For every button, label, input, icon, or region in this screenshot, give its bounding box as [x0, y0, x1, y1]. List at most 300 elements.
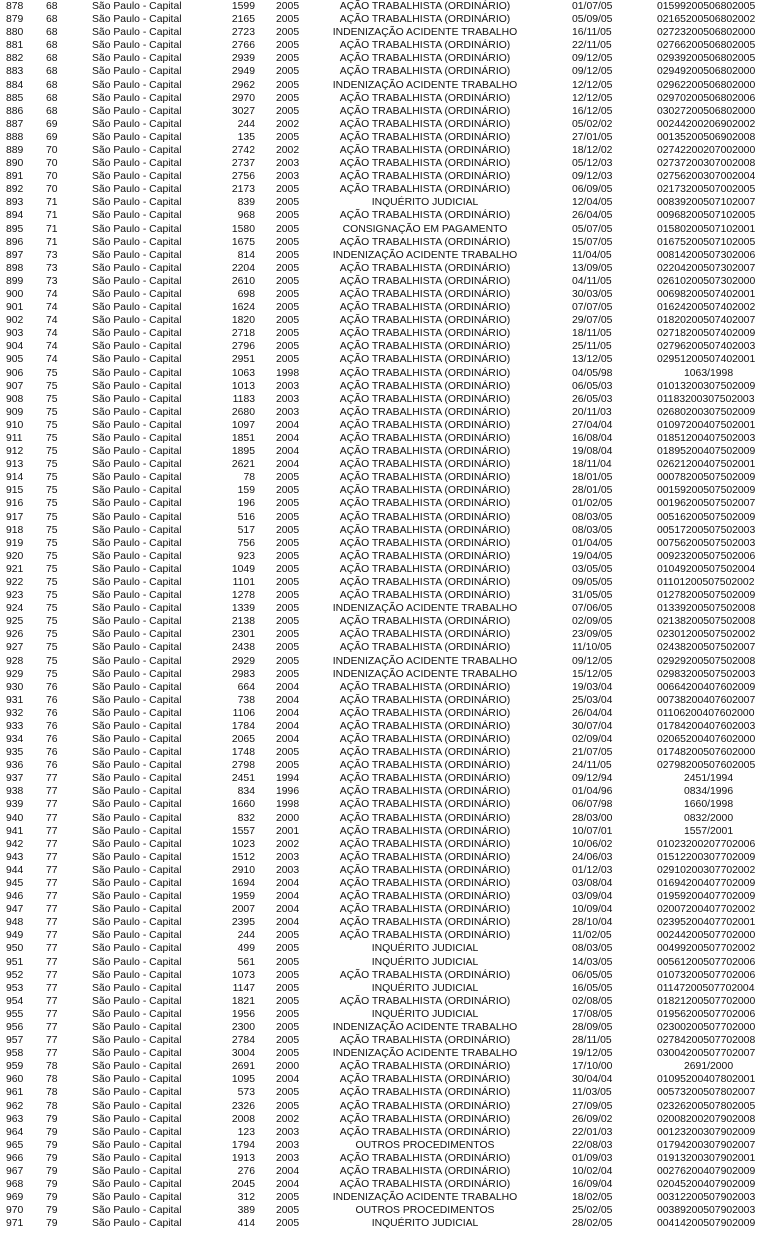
comarca-cell: São Paulo - Capital — [92, 302, 182, 314]
date-cell: 01/02/05 — [572, 498, 613, 510]
nature-cell: AÇÃO TRABALHISTA (ORDINÁRIO) — [339, 891, 511, 903]
process-number-cell: 2007 — [231, 904, 255, 916]
date-cell: 09/12/03 — [572, 171, 613, 183]
process-number-cell: 561 — [237, 956, 255, 968]
process-code-cell: 01794200307902007 — [657, 1139, 756, 1151]
nature-cell: AÇÃO TRABALHISTA (ORDINÁRIO) — [339, 1074, 511, 1086]
row-number: 936 — [6, 760, 24, 772]
nature-cell: AÇÃO TRABALHISTA (ORDINÁRIO) — [339, 773, 511, 785]
year-cell: 2002 — [276, 144, 300, 156]
process-number-cell: 2798 — [231, 760, 255, 772]
process-number-cell: 1512 — [231, 851, 255, 863]
year-cell: 2004 — [276, 707, 300, 719]
date-cell: 05/02/02 — [572, 118, 613, 130]
year-cell: 2004 — [276, 917, 300, 929]
comarca-cell: São Paulo - Capital — [92, 328, 182, 340]
vara-cell: 77 — [46, 1022, 58, 1034]
row-number: 928 — [6, 655, 24, 667]
date-cell: 28/03/00 — [572, 812, 613, 824]
process-number-cell: 573 — [237, 1087, 255, 1099]
vara-cell: 74 — [46, 341, 58, 353]
process-number-cell: 2065 — [231, 734, 255, 746]
year-cell: 2003 — [276, 864, 300, 876]
comarca-cell: São Paulo - Capital — [92, 773, 182, 785]
year-cell: 2005 — [276, 930, 300, 942]
date-cell: 27/04/04 — [572, 419, 613, 431]
nature-cell: AÇÃO TRABALHISTA (ORDINÁRIO) — [339, 799, 511, 811]
row-number: 883 — [6, 66, 24, 78]
process-code-cell: 02173200507002005 — [657, 184, 756, 196]
nature-cell: AÇÃO TRABALHISTA (ORDINÁRIO) — [339, 590, 511, 602]
comarca-cell: São Paulo - Capital — [92, 1179, 182, 1191]
table-row — [0, 942, 773, 955]
process-code-cell: 1557/2001 — [684, 825, 734, 837]
vara-cell: 75 — [46, 459, 58, 471]
date-cell: 26/04/05 — [572, 210, 613, 222]
nature-cell: INQUÉRITO JUDICIAL — [371, 982, 479, 994]
process-code-cell: 00312200507902003 — [657, 1192, 756, 1204]
vara-cell: 69 — [46, 118, 58, 130]
date-cell: 03/05/05 — [572, 563, 613, 575]
row-number: 955 — [6, 1008, 24, 1020]
process-code-cell: 00968200507102005 — [657, 210, 756, 222]
row-number: 939 — [6, 799, 24, 811]
process-number-cell: 244 — [237, 930, 255, 942]
nature-cell: AÇÃO TRABALHISTA (ORDINÁRIO) — [339, 550, 511, 562]
process-code-cell: 00839200507102007 — [657, 197, 756, 209]
process-number-cell: 1095 — [231, 1074, 255, 1086]
year-cell: 2005 — [276, 315, 300, 327]
table-row — [0, 602, 773, 615]
row-number: 879 — [6, 14, 24, 26]
nature-cell: AÇÃO TRABALHISTA (ORDINÁRIO) — [339, 419, 511, 431]
comarca-cell: São Paulo - Capital — [92, 288, 182, 300]
comarca-cell: São Paulo - Capital — [92, 79, 182, 91]
vara-cell: 75 — [46, 406, 58, 418]
table-row — [0, 105, 773, 118]
row-number: 941 — [6, 825, 24, 837]
nature-cell: INDENIZAÇÃO ACIDENTE TRABALHO — [332, 1192, 518, 1204]
vara-cell: 75 — [46, 524, 58, 536]
date-cell: 09/12/05 — [572, 655, 613, 667]
year-cell: 2005 — [276, 576, 300, 588]
process-number-cell: 2204 — [231, 262, 255, 274]
year-cell: 1998 — [276, 367, 300, 379]
year-cell: 2005 — [276, 668, 300, 680]
nature-cell: AÇÃO TRABALHISTA (ORDINÁRIO) — [339, 144, 511, 156]
vara-cell: 76 — [46, 707, 58, 719]
comarca-cell: São Paulo - Capital — [92, 236, 182, 248]
process-number-cell: 968 — [237, 210, 255, 222]
process-code-cell: 00389200507902003 — [657, 1205, 756, 1217]
year-cell: 2005 — [276, 511, 300, 523]
process-number-cell: 2680 — [231, 406, 255, 418]
date-cell: 01/12/03 — [572, 864, 613, 876]
nature-cell: AÇÃO TRABALHISTA (ORDINÁRIO) — [339, 328, 511, 340]
comarca-cell: São Paulo - Capital — [92, 419, 182, 431]
process-number-cell: 1959 — [231, 891, 255, 903]
nature-cell: AÇÃO TRABALHISTA (ORDINÁRIO) — [339, 1061, 511, 1073]
year-cell: 2005 — [276, 27, 300, 39]
table-row — [0, 236, 773, 249]
nature-cell: AÇÃO TRABALHISTA (ORDINÁRIO) — [339, 786, 511, 798]
year-cell: 2004 — [276, 904, 300, 916]
date-cell: 05/12/03 — [572, 158, 613, 170]
process-code-cell: 01101200507502002 — [657, 576, 755, 588]
table-row — [0, 419, 773, 432]
comarca-cell: São Paulo - Capital — [92, 786, 182, 798]
nature-cell: CONSIGNAÇÃO EM PAGAMENTO — [342, 223, 508, 235]
process-code-cell: 00499200507702002 — [657, 943, 756, 955]
process-code-cell: 02008200207902008 — [657, 1113, 756, 1125]
table-row — [0, 327, 773, 340]
process-code-cell: 03027200506802000 — [657, 105, 756, 117]
process-number-cell: 1183 — [232, 393, 255, 405]
nature-cell: AÇÃO TRABALHISTA (ORDINÁRIO) — [339, 485, 511, 497]
vara-cell: 75 — [46, 563, 58, 575]
year-cell: 2004 — [276, 1074, 300, 1086]
nature-cell: AÇÃO TRABALHISTA (ORDINÁRIO) — [339, 446, 511, 458]
table-row — [0, 288, 773, 301]
nature-cell: AÇÃO TRABALHISTA (ORDINÁRIO) — [339, 524, 511, 536]
year-cell: 2005 — [276, 262, 300, 274]
row-number: 906 — [6, 367, 24, 379]
year-cell: 2005 — [276, 1, 300, 12]
year-cell: 2005 — [276, 79, 300, 91]
nature-cell: AÇÃO TRABALHISTA (ORDINÁRIO) — [339, 158, 511, 170]
process-number-cell: 698 — [237, 288, 255, 300]
year-cell: 2000 — [276, 812, 300, 824]
row-number: 898 — [6, 262, 24, 274]
process-number-cell: 2395 — [231, 917, 255, 929]
nature-cell: AÇÃO TRABALHISTA (ORDINÁRIO) — [339, 878, 511, 890]
process-code-cell: 00664200407602009 — [657, 681, 756, 693]
process-number-cell: 3004 — [231, 1048, 255, 1060]
date-cell: 05/09/05 — [572, 14, 613, 26]
year-cell: 2005 — [276, 995, 300, 1007]
comarca-cell: São Paulo - Capital — [92, 720, 182, 732]
table-row — [0, 707, 773, 720]
year-cell: 2004 — [276, 720, 300, 732]
comarca-cell: São Paulo - Capital — [92, 459, 182, 471]
process-code-cell: 01748200507602000 — [657, 747, 756, 759]
comarca-cell: São Paulo - Capital — [92, 629, 182, 641]
date-cell: 19/04/05 — [572, 550, 613, 562]
row-number: 890 — [6, 158, 24, 170]
comarca-cell: São Paulo - Capital — [92, 171, 182, 183]
process-number-cell: 2326 — [231, 1100, 255, 1112]
vara-cell: 76 — [46, 747, 58, 759]
table-row — [0, 275, 773, 288]
process-number-cell: 664 — [237, 681, 255, 693]
table-row — [0, 249, 773, 262]
table-row — [0, 563, 773, 576]
nature-cell: AÇÃO TRABALHISTA (ORDINÁRIO) — [339, 1152, 511, 1164]
year-cell: 2005 — [276, 275, 300, 287]
process-code-cell: 01073200507702006 — [657, 969, 756, 981]
process-code-cell: 0834/1996 — [684, 786, 734, 798]
comarca-cell: São Paulo - Capital — [92, 367, 182, 379]
table-row — [0, 1034, 773, 1047]
vara-cell: 79 — [46, 1218, 58, 1230]
process-number-cell: 499 — [237, 943, 255, 955]
year-cell: 2005 — [276, 92, 300, 104]
vara-cell: 77 — [46, 956, 58, 968]
table-row — [0, 929, 773, 942]
process-number-cell: 196 — [237, 498, 255, 510]
vara-cell: 78 — [46, 1087, 58, 1099]
year-cell: 2005 — [276, 1218, 300, 1230]
row-number: 886 — [6, 105, 24, 117]
table-row — [0, 393, 773, 406]
process-code-cell: 02395200407702001 — [657, 917, 756, 929]
table-row — [0, 39, 773, 52]
vara-cell: 70 — [46, 171, 58, 183]
date-cell: 26/05/03 — [572, 393, 613, 405]
process-number-cell: 2451 — [231, 773, 255, 785]
nature-cell: AÇÃO TRABALHISTA (ORDINÁRIO) — [339, 1087, 511, 1099]
process-number-cell: 3027 — [231, 105, 255, 117]
process-number-cell: 1913 — [231, 1152, 255, 1164]
vara-cell: 74 — [46, 302, 58, 314]
year-cell: 2005 — [276, 40, 300, 52]
process-code-cell: 01339200507502008 — [657, 603, 756, 615]
process-code-cell: 01512200307702009 — [657, 851, 756, 863]
year-cell: 2002 — [276, 1113, 300, 1125]
comarca-cell: São Paulo - Capital — [92, 681, 182, 693]
table-row — [0, 916, 773, 929]
process-number-cell: 2173 — [231, 184, 255, 196]
row-number: 943 — [6, 851, 24, 863]
date-cell: 11/04/05 — [572, 249, 612, 261]
comarca-cell: São Paulo - Capital — [92, 341, 182, 353]
process-code-cell: 01580200507102001 — [657, 223, 756, 235]
year-cell: 2005 — [276, 616, 300, 628]
year-cell: 2005 — [276, 53, 300, 65]
year-cell: 2005 — [276, 1022, 300, 1034]
process-code-cell: 01913200307902001 — [657, 1152, 756, 1164]
vara-cell: 77 — [46, 1008, 58, 1020]
table-row — [0, 772, 773, 785]
process-number-cell: 2737 — [231, 158, 255, 170]
vara-cell: 70 — [46, 184, 58, 196]
row-number: 967 — [6, 1166, 24, 1177]
comarca-cell: São Paulo - Capital — [92, 576, 182, 588]
row-number: 922 — [6, 576, 24, 588]
nature-cell: AÇÃO TRABALHISTA (ORDINÁRIO) — [339, 53, 511, 65]
process-code-cell: 02784200507702008 — [657, 1035, 756, 1047]
process-code-cell: 02949200506802000 — [657, 66, 756, 78]
nature-cell: INQUÉRITO JUDICIAL — [371, 956, 479, 968]
date-cell: 11/10/05 — [572, 642, 612, 654]
process-number-cell: 2723 — [231, 27, 255, 39]
year-cell: 2004 — [276, 1166, 300, 1177]
table-row — [0, 183, 773, 196]
vara-cell: 79 — [46, 1113, 58, 1125]
date-cell: 25/11/05 — [572, 341, 612, 353]
date-cell: 29/07/05 — [572, 315, 613, 327]
process-number-cell: 756 — [237, 537, 255, 549]
row-number: 917 — [6, 511, 24, 523]
vara-cell: 75 — [46, 603, 58, 615]
date-cell: 11/03/05 — [572, 1087, 612, 1099]
row-number: 925 — [6, 616, 24, 628]
table-row — [0, 969, 773, 982]
comarca-cell: São Paulo - Capital — [92, 92, 182, 104]
vara-cell: 77 — [46, 995, 58, 1007]
table-row — [0, 79, 773, 92]
process-code-cell: 00135200506902008 — [657, 131, 756, 143]
table-row — [0, 262, 773, 275]
process-code-cell: 00756200507502003 — [657, 537, 756, 549]
year-cell: 2000 — [276, 1061, 300, 1073]
process-number-cell: 2939 — [231, 53, 255, 65]
row-number: 900 — [6, 288, 24, 300]
table-row — [0, 65, 773, 78]
year-cell: 2004 — [276, 878, 300, 890]
nature-cell: OUTROS PROCEDIMENTOS — [355, 1205, 495, 1217]
row-number: 949 — [6, 930, 24, 942]
comarca-cell: São Paulo - Capital — [92, 66, 182, 78]
process-number-cell: 839 — [237, 197, 255, 209]
year-cell: 2003 — [276, 851, 300, 863]
process-number-cell: 2301 — [231, 629, 255, 641]
row-number: 971 — [6, 1218, 24, 1230]
table-row — [0, 694, 773, 707]
row-number: 878 — [6, 1, 24, 12]
year-cell: 2004 — [276, 459, 300, 471]
table-row — [0, 445, 773, 458]
nature-cell: AÇÃO TRABALHISTA (ORDINÁRIO) — [339, 315, 511, 327]
comarca-cell: São Paulo - Capital — [92, 668, 182, 680]
vara-cell: 76 — [46, 734, 58, 746]
table-row — [0, 903, 773, 916]
table-row — [0, 497, 773, 510]
process-code-cell: 0832/2000 — [684, 812, 734, 824]
date-cell: 24/06/03 — [572, 851, 613, 863]
nature-cell: AÇÃO TRABALHISTA (ORDINÁRIO) — [339, 432, 511, 444]
year-cell: 2004 — [276, 432, 300, 444]
date-cell: 13/09/05 — [572, 262, 613, 274]
row-number: 957 — [6, 1035, 24, 1047]
nature-cell: INDENIZAÇÃO ACIDENTE TRABALHO — [332, 79, 518, 91]
year-cell: 2004 — [276, 1179, 300, 1191]
nature-cell: AÇÃO TRABALHISTA (ORDINÁRIO) — [339, 354, 511, 366]
date-cell: 12/12/05 — [572, 79, 613, 91]
process-number-cell: 2962 — [231, 79, 255, 91]
table-row — [0, 13, 773, 26]
row-number: 956 — [6, 1022, 24, 1034]
vara-cell: 77 — [46, 917, 58, 929]
table-row — [0, 484, 773, 497]
date-cell: 05/07/05 — [572, 223, 613, 235]
year-cell: 2004 — [276, 734, 300, 746]
nature-cell: AÇÃO TRABALHISTA (ORDINÁRIO) — [339, 707, 511, 719]
table-row — [0, 720, 773, 733]
comarca-cell: São Paulo - Capital — [92, 956, 182, 968]
process-number-cell: 2008 — [231, 1113, 255, 1125]
table-row — [0, 1126, 773, 1139]
comarca-cell: São Paulo - Capital — [92, 485, 182, 497]
vara-cell: 78 — [46, 1100, 58, 1112]
vara-cell: 79 — [46, 1126, 58, 1138]
process-number-cell: 1147 — [232, 982, 255, 994]
comarca-cell: São Paulo - Capital — [92, 1048, 182, 1060]
nature-cell: AÇÃO TRABALHISTA (ORDINÁRIO) — [339, 380, 511, 392]
row-number: 968 — [6, 1179, 24, 1191]
row-number: 899 — [6, 275, 24, 287]
comarca-cell: São Paulo - Capital — [92, 249, 182, 261]
process-code-cell: 1063/1998 — [684, 367, 734, 379]
year-cell: 2005 — [276, 131, 300, 143]
year-cell: 1994 — [276, 773, 300, 785]
process-code-cell: 02951200507402001 — [657, 354, 756, 366]
date-cell: 10/06/02 — [572, 838, 613, 850]
row-number: 935 — [6, 747, 24, 759]
process-number-cell: 389 — [237, 1205, 255, 1217]
table-row — [0, 524, 773, 537]
row-number: 929 — [6, 668, 24, 680]
table-row — [0, 550, 773, 563]
row-number: 924 — [6, 603, 24, 615]
process-number-cell: 2910 — [231, 864, 255, 876]
row-number: 903 — [6, 328, 24, 340]
year-cell: 2005 — [276, 655, 300, 667]
process-number-cell: 1660 — [231, 799, 255, 811]
year-cell: 2005 — [276, 498, 300, 510]
table-row — [0, 655, 773, 668]
vara-cell: 75 — [46, 655, 58, 667]
row-number: 942 — [6, 838, 24, 850]
process-number-cell: 2691 — [231, 1061, 255, 1073]
vara-cell: 74 — [46, 354, 58, 366]
process-number-cell: 2929 — [231, 655, 255, 667]
nature-cell: INDENIZAÇÃO ACIDENTE TRABALHO — [332, 603, 518, 615]
row-number: 893 — [6, 197, 24, 209]
nature-cell: AÇÃO TRABALHISTA (ORDINÁRIO) — [339, 1179, 511, 1191]
process-code-cell: 01851200407502003 — [657, 432, 756, 444]
table-row — [0, 157, 773, 170]
comarca-cell: São Paulo - Capital — [92, 930, 182, 942]
table-row — [0, 537, 773, 550]
date-cell: 19/12/05 — [572, 1048, 613, 1060]
date-cell: 20/11/03 — [572, 406, 612, 418]
row-number: 948 — [6, 917, 24, 929]
process-number-cell: 159 — [237, 485, 255, 497]
vara-cell: 68 — [46, 105, 58, 117]
vara-cell: 75 — [46, 498, 58, 510]
row-number: 912 — [6, 446, 24, 458]
date-cell: 26/04/04 — [572, 707, 613, 719]
year-cell: 2005 — [276, 1048, 300, 1060]
process-code-cell: 02621200407502001 — [657, 459, 756, 471]
vara-cell: 68 — [46, 40, 58, 52]
year-cell: 2005 — [276, 943, 300, 955]
year-cell: 2003 — [276, 1126, 300, 1138]
row-number: 965 — [6, 1139, 24, 1151]
process-number-cell: 2951 — [231, 354, 255, 366]
process-code-cell: 02910200307702002 — [657, 864, 756, 876]
nature-cell: AÇÃO TRABALHISTA (ORDINÁRIO) — [339, 760, 511, 772]
table-row — [0, 92, 773, 105]
vara-cell: 69 — [46, 131, 58, 143]
date-cell: 01/09/03 — [572, 1152, 613, 1164]
process-code-cell: 02983200507502003 — [657, 668, 756, 680]
row-number: 901 — [6, 302, 24, 314]
process-code-cell: 02007200407702002 — [657, 904, 756, 916]
comarca-cell: São Paulo - Capital — [92, 917, 182, 929]
process-code-cell: 01013200307502009 — [657, 380, 756, 392]
